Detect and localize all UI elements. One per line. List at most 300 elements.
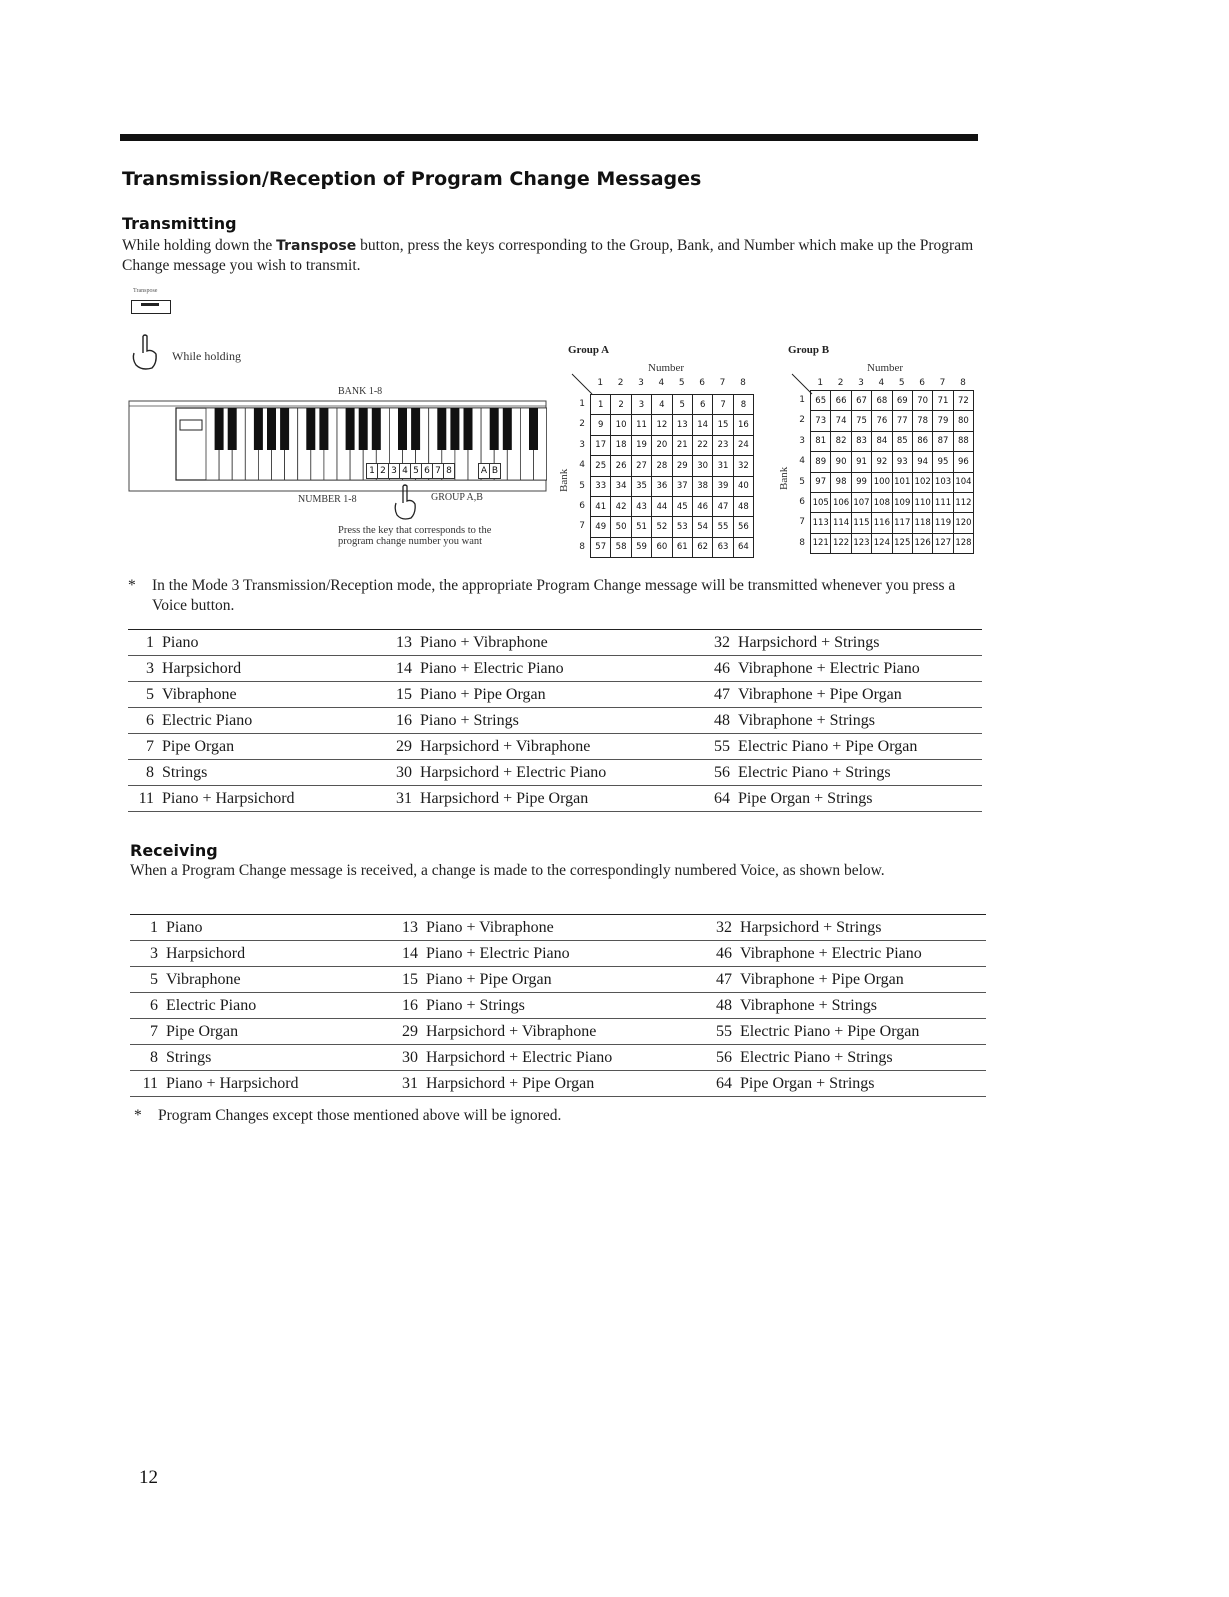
voice-table-row	[128, 656, 982, 682]
grid-cell: 37	[673, 477, 693, 497]
key-label: 2	[377, 463, 389, 479]
grid-cell: 106	[831, 493, 851, 513]
voice-entry	[128, 660, 386, 678]
voice-name: Pipe Organ + Strings	[740, 1074, 875, 1092]
group-b-row-headers	[793, 390, 805, 553]
grid-cell: 98	[831, 473, 851, 493]
grid-row-header: 3	[799, 435, 805, 446]
voice-entry	[130, 919, 392, 937]
grid-column-header: 2	[617, 378, 624, 388]
grid-row-header: 5	[799, 476, 805, 487]
voice-number: 15	[402, 970, 418, 988]
grid-cell: 78	[913, 411, 933, 431]
grid-cell: 28	[652, 456, 672, 476]
voice-table-row	[128, 682, 982, 708]
grid-cell: 122	[831, 534, 851, 554]
key-label: 4	[399, 463, 411, 479]
receiving-heading: Receiving	[130, 841, 218, 860]
voice-name: Piano + Harpsichord	[166, 1074, 299, 1092]
grid-cell: 23	[713, 436, 733, 456]
grid-cell: 36	[652, 477, 672, 497]
grid-cell: 108	[872, 493, 892, 513]
grid-cell: 101	[893, 473, 913, 493]
grid-cell: 115	[852, 513, 872, 533]
grid-cell: 6	[693, 395, 713, 415]
grid-cell: 15	[713, 415, 733, 435]
top-rule	[120, 134, 978, 141]
grid-cell: 93	[893, 452, 913, 472]
key-label: 8	[443, 463, 455, 479]
grid-column-header: 2	[837, 378, 844, 388]
black-key	[346, 408, 355, 450]
black-key	[503, 408, 512, 450]
voice-number: 55	[716, 1022, 732, 1040]
voice-entry	[706, 1049, 986, 1067]
grid-cell: 9	[591, 415, 611, 435]
grid-cell: 14	[693, 415, 713, 435]
key-instruction: Press the key that corresponds to the program change number you want	[338, 525, 492, 547]
grid-cell: 35	[632, 477, 652, 497]
voice-name: Strings	[166, 1048, 212, 1066]
grid-cell: 99	[852, 473, 872, 493]
voice-number: 64	[714, 789, 730, 807]
grid-cell: 87	[933, 432, 953, 452]
number-range-label: NUMBER 1-8	[298, 494, 357, 505]
grid-cell: 29	[673, 456, 693, 476]
grid-cell: 109	[893, 493, 913, 513]
voice-entry	[130, 971, 392, 989]
grid-column-header: 5	[898, 378, 905, 388]
grid-cell: 46	[693, 497, 713, 517]
grid-cell: 88	[954, 432, 974, 452]
grid-column-header: 6	[919, 378, 926, 388]
group-b-number-label: Number	[867, 362, 904, 374]
voice-name: Harpsichord + Pipe Organ	[420, 789, 589, 807]
voice-name: Harpsichord + Electric Piano	[420, 763, 607, 781]
grid-cell: 16	[734, 415, 754, 435]
black-key	[372, 408, 381, 450]
grid-cell: 119	[933, 513, 953, 533]
voice-entry	[386, 764, 704, 782]
voice-number: 14	[396, 659, 412, 677]
ignored-note: * Program Changes except those mentioned above will be ignored.	[134, 1107, 562, 1124]
grid-column-header: 3	[638, 378, 644, 388]
black-key	[450, 408, 459, 450]
voice-name: Harpsichord	[162, 659, 242, 677]
key-label: B	[489, 463, 501, 479]
voice-name: Electric Piano + Pipe Organ	[740, 1022, 920, 1040]
grid-cell: 123	[852, 534, 872, 554]
transpose-button-icon	[131, 300, 171, 314]
voice-name: Harpsichord + Vibraphone	[420, 737, 591, 755]
grid-column-header: 1	[597, 378, 604, 388]
grid-cell: 85	[893, 432, 913, 452]
grid-row-header: 2	[799, 415, 805, 426]
group-a-grid	[590, 394, 754, 558]
voice-name: Electric Piano	[162, 711, 253, 729]
grid-cell: 76	[872, 411, 892, 431]
voice-name: Harpsichord	[166, 944, 246, 962]
grid-cell: 58	[611, 538, 631, 558]
voice-number: 48	[716, 996, 732, 1014]
grid-cell: 83	[852, 432, 872, 452]
grid-cell: 47	[713, 497, 733, 517]
grid-cell: 127	[933, 534, 953, 554]
voice-name: Vibraphone + Pipe Organ	[740, 970, 904, 988]
voice-entry	[128, 686, 386, 704]
grid-row-header: 1	[799, 395, 805, 405]
grid-cell: 102	[913, 473, 933, 493]
voice-name: Harpsichord + Strings	[740, 918, 882, 936]
voice-table-row	[130, 1019, 986, 1045]
grid-cell: 34	[611, 477, 631, 497]
bank-range-label: BANK 1-8	[338, 386, 383, 397]
voice-number: 31	[402, 1074, 418, 1092]
black-key	[228, 408, 237, 450]
grid-cell: 32	[734, 456, 754, 476]
voice-entry	[704, 686, 982, 704]
grid-cell: 53	[673, 517, 693, 537]
grid-cell: 40	[734, 477, 754, 497]
transmit-voice-table	[128, 629, 982, 812]
voice-name: Electric Piano + Strings	[740, 1048, 893, 1066]
grid-cell: 71	[933, 391, 953, 411]
grid-cell: 10	[611, 415, 631, 435]
grid-column-header: 5	[678, 378, 685, 388]
voice-table-row	[128, 630, 982, 656]
voice-number: 46	[716, 944, 732, 962]
grid-cell: 8	[734, 395, 754, 415]
grid-cell: 116	[872, 513, 892, 533]
grid-row-header: 2	[579, 419, 585, 430]
voice-number: 1	[150, 918, 158, 936]
voice-number: 56	[716, 1048, 732, 1066]
grid-cell: 92	[872, 452, 892, 472]
key-label: 7	[432, 463, 444, 479]
grid-cell: 69	[893, 391, 913, 411]
voice-name: Piano + Strings	[426, 996, 525, 1014]
grid-cell: 97	[811, 473, 831, 493]
voice-number: 16	[402, 996, 418, 1014]
grid-column-header: 7	[939, 378, 946, 388]
grid-cell: 79	[933, 411, 953, 431]
grid-cell: 42	[611, 497, 631, 517]
voice-number: 5	[146, 685, 154, 703]
grid-cell: 103	[933, 473, 953, 493]
voice-name: Piano + Pipe Organ	[420, 685, 546, 703]
voice-table-row	[128, 734, 982, 760]
grid-cell: 24	[734, 436, 754, 456]
grid-column-header: 8	[740, 378, 746, 388]
voice-name: Pipe Organ	[166, 1022, 239, 1040]
voice-entry	[386, 634, 704, 652]
grid-cell: 95	[933, 452, 953, 472]
grid-cell: 59	[632, 538, 652, 558]
grid-cell: 48	[734, 497, 754, 517]
voice-number: 8	[146, 763, 154, 781]
voice-entry	[706, 971, 986, 989]
mode3-note: * In the Mode 3 Transmission/Reception mode, the appropriate Program Change message will be transmitted whenever you press a Voice button.	[128, 577, 956, 614]
grid-cell: 39	[713, 477, 733, 497]
voice-entry	[128, 790, 386, 808]
key-label: A	[478, 463, 490, 479]
grid-cell: 11	[632, 415, 652, 435]
voice-number: 30	[396, 763, 412, 781]
voice-name: Piano + Strings	[420, 711, 519, 729]
voice-entry	[130, 997, 392, 1015]
grid-cell: 75	[852, 411, 872, 431]
voice-number: 11	[142, 1074, 158, 1092]
voice-entry	[392, 997, 706, 1015]
grid-cell: 118	[913, 513, 933, 533]
key-label: 3	[388, 463, 400, 479]
black-key	[280, 408, 289, 450]
voice-name: Pipe Organ + Strings	[738, 789, 873, 807]
voice-entry	[386, 738, 704, 756]
voice-entry	[706, 1075, 986, 1093]
transpose-label: Transpose	[133, 288, 158, 294]
voice-number: 32	[716, 918, 732, 936]
grid-cell: 64	[734, 538, 754, 558]
grid-cell: 107	[852, 493, 872, 513]
grid-cell: 81	[811, 432, 831, 452]
grid-cell: 51	[632, 517, 652, 537]
voice-number: 13	[396, 633, 412, 651]
voice-number: 5	[150, 970, 158, 988]
voice-number: 7	[150, 1022, 158, 1040]
receiving-paragraph: When a Program Change message is received, a change is made to the correspondingly numbered Voice, as shown below.	[130, 862, 885, 879]
voice-name: Harpsichord + Vibraphone	[426, 1022, 597, 1040]
black-key	[306, 408, 315, 450]
grid-cell: 91	[852, 452, 872, 472]
grid-cell: 112	[954, 493, 974, 513]
grid-cell: 30	[693, 456, 713, 476]
black-key	[359, 408, 368, 450]
voice-name: Piano + Harpsichord	[162, 789, 295, 807]
grid-cell: 54	[693, 517, 713, 537]
voice-number: 55	[714, 737, 730, 755]
grid-cell: 121	[811, 534, 831, 554]
key-label: 6	[421, 463, 433, 479]
voice-name: Piano + Vibraphone	[420, 633, 548, 651]
voice-number: 11	[138, 789, 154, 807]
grid-row-header: 3	[579, 439, 585, 450]
section-title: Transmission/Reception of Program Change Messages	[122, 168, 702, 190]
grid-cell: 65	[811, 391, 831, 411]
grid-row-header: 4	[799, 456, 805, 467]
voice-number: 47	[714, 685, 730, 703]
group-a-column-headers	[590, 378, 753, 388]
hand-press-icon-2	[393, 483, 419, 523]
voice-number: 32	[714, 633, 730, 651]
group-a-row-headers	[573, 394, 585, 557]
grid-cell: 50	[611, 517, 631, 537]
group-a-title: Group A	[568, 344, 610, 356]
voice-name: Vibraphone + Strings	[740, 996, 877, 1014]
voice-number: 46	[714, 659, 730, 677]
grid-cell: 114	[831, 513, 851, 533]
keyboard-illustration	[128, 398, 548, 496]
voice-name: Harpsichord + Pipe Organ	[426, 1074, 595, 1092]
grid-cell: 84	[872, 432, 892, 452]
grid-cell: 41	[591, 497, 611, 517]
voice-name: Piano + Electric Piano	[420, 659, 564, 677]
grid-cell: 90	[831, 452, 851, 472]
grid-column-header: 8	[960, 378, 966, 388]
voice-table-row	[130, 967, 986, 993]
voice-number: 1	[146, 633, 154, 651]
grid-column-header: 3	[858, 378, 864, 388]
voice-number: 31	[396, 789, 412, 807]
black-key	[490, 408, 499, 450]
voice-name: Pipe Organ	[162, 737, 235, 755]
voice-entry	[128, 634, 386, 652]
grid-column-header: 4	[878, 378, 885, 388]
voice-entry	[386, 790, 704, 808]
voice-entry	[392, 1075, 706, 1093]
voice-name: Vibraphone + Electric Piano	[738, 659, 920, 677]
grid-cell: 128	[954, 534, 974, 554]
voice-name: Piano	[166, 918, 203, 936]
voice-number: 3	[146, 659, 154, 677]
voice-entry	[386, 712, 704, 730]
grid-cell: 105	[811, 493, 831, 513]
grid-cell: 68	[872, 391, 892, 411]
voice-name: Piano + Vibraphone	[426, 918, 554, 936]
voice-entry	[706, 919, 986, 937]
grid-row-header: 8	[799, 537, 805, 548]
grid-cell: 104	[954, 473, 974, 493]
group-a-number-label: Number	[648, 362, 685, 374]
grid-cell: 33	[591, 477, 611, 497]
grid-cell: 77	[893, 411, 913, 431]
voice-entry	[392, 1023, 706, 1041]
voice-number: 15	[396, 685, 412, 703]
grid-cell: 82	[831, 432, 851, 452]
grid-cell: 63	[713, 538, 733, 558]
voice-table-row	[130, 1045, 986, 1071]
grid-cell: 52	[652, 517, 672, 537]
voice-table-row	[130, 941, 986, 967]
grid-cell: 1	[591, 395, 611, 415]
grid-cell: 31	[713, 456, 733, 476]
grid-cell: 26	[611, 456, 631, 476]
grid-cell: 19	[632, 436, 652, 456]
grid-cell: 43	[632, 497, 652, 517]
voice-number: 6	[146, 711, 154, 729]
transmitting-heading: Transmitting	[122, 214, 237, 233]
voice-entry	[704, 790, 982, 808]
voice-number: 29	[396, 737, 412, 755]
voice-name: Strings	[162, 763, 208, 781]
voice-entry	[128, 764, 386, 782]
voice-number: 7	[146, 737, 154, 755]
grid-cell: 110	[913, 493, 933, 513]
black-key	[254, 408, 263, 450]
grid-cell: 80	[954, 411, 974, 431]
grid-cell: 21	[673, 436, 693, 456]
voice-entry	[130, 1075, 392, 1093]
voice-name: Vibraphone	[162, 685, 237, 703]
voice-entry	[392, 945, 706, 963]
voice-name: Vibraphone + Pipe Organ	[738, 685, 902, 703]
grid-cell: 17	[591, 436, 611, 456]
voice-entry	[704, 712, 982, 730]
grid-cell: 117	[893, 513, 913, 533]
group-b-grid	[810, 390, 974, 554]
grid-cell: 27	[632, 456, 652, 476]
grid-cell: 49	[591, 517, 611, 537]
grid-column-header: 7	[719, 378, 726, 388]
voice-name: Vibraphone	[166, 970, 241, 988]
grid-cell: 70	[913, 391, 933, 411]
grid-cell: 72	[954, 391, 974, 411]
grid-column-header: 1	[817, 378, 824, 388]
black-key	[319, 408, 328, 450]
group-a-bank-label: Bank	[558, 468, 570, 492]
voice-number: 48	[714, 711, 730, 729]
grid-cell: 56	[734, 517, 754, 537]
grid-row-header: 4	[579, 460, 585, 471]
voice-entry	[706, 1023, 986, 1041]
receive-voice-table	[130, 914, 986, 1097]
voice-entry	[392, 971, 706, 989]
black-key	[267, 408, 276, 450]
grid-cell: 124	[872, 534, 892, 554]
voice-entry	[128, 712, 386, 730]
voice-name: Electric Piano	[166, 996, 257, 1014]
voice-number: 8	[150, 1048, 158, 1066]
voice-name: Piano + Pipe Organ	[426, 970, 552, 988]
voice-entry	[128, 738, 386, 756]
page-number: 12	[139, 1467, 158, 1488]
black-key	[398, 408, 407, 450]
group-range-label: GROUP A,B	[431, 492, 483, 503]
grid-cell: 120	[954, 513, 974, 533]
grid-cell: 45	[673, 497, 693, 517]
voice-number: 64	[716, 1074, 732, 1092]
grid-cell: 18	[611, 436, 631, 456]
group-b-column-headers	[810, 378, 973, 388]
voice-entry	[706, 997, 986, 1015]
black-key	[215, 408, 224, 450]
voice-table-row	[128, 708, 982, 734]
hand-press-icon	[130, 333, 160, 373]
grid-cell: 22	[693, 436, 713, 456]
grid-cell: 66	[831, 391, 851, 411]
grid-cell: 94	[913, 452, 933, 472]
key-label: 1	[366, 463, 378, 479]
voice-name: Harpsichord + Strings	[738, 633, 880, 651]
grid-cell: 62	[693, 538, 713, 558]
voice-entry	[130, 1049, 392, 1067]
grid-cell: 13	[673, 415, 693, 435]
voice-number: 6	[150, 996, 158, 1014]
grid-cell: 111	[933, 493, 953, 513]
voice-entry	[386, 660, 704, 678]
grid-cell: 7	[713, 395, 733, 415]
voice-table-row	[130, 915, 986, 941]
grid-cell: 3	[632, 395, 652, 415]
grid-row-header: 5	[579, 480, 585, 491]
voice-name: Piano	[162, 633, 199, 651]
grid-cell: 96	[954, 452, 974, 472]
voice-number: 16	[396, 711, 412, 729]
voice-name: Electric Piano + Pipe Organ	[738, 737, 918, 755]
grid-cell: 126	[913, 534, 933, 554]
grid-column-header: 6	[699, 378, 706, 388]
grid-cell: 67	[852, 391, 872, 411]
